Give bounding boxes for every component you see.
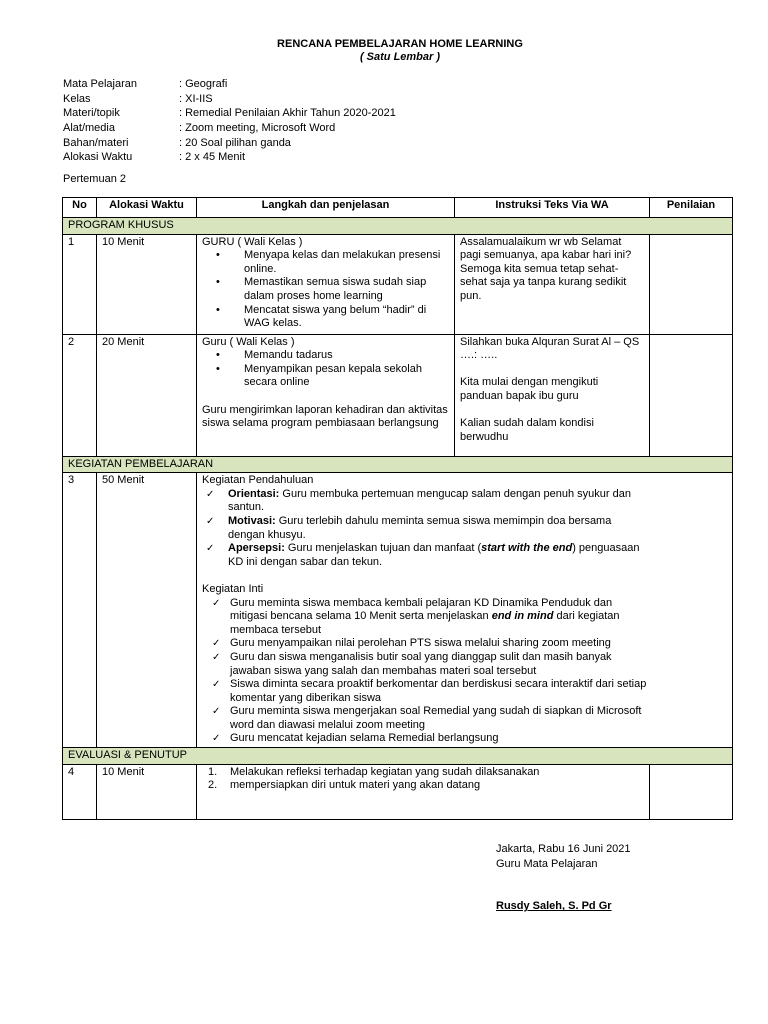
place-date: Jakarta, Rabu 16 Juni 2021 <box>496 843 631 855</box>
item-text: Guru meminta siswa membaca kembali pelajaran KD Dinamika Penduduk dan mitigasi bencana selama 10 Menit serta menjelaskan <box>230 596 613 623</box>
lesson-plan-table <box>62 197 733 820</box>
spacer <box>202 390 449 404</box>
list-item: ✓ Guru dan siswa menganalisis butir soal yang dianggap sulit dan masih banyak jawaban siswa yang salah dan membahas materi soal tersebut <box>230 651 650 678</box>
step-heading: GURU ( Wali Kelas ) <box>202 235 303 248</box>
row-time: 50 Menit <box>97 473 197 748</box>
item-label: Motivasi: <box>228 514 276 527</box>
spacer <box>460 363 644 377</box>
step-bullets <box>202 249 449 331</box>
item-text: Melakukan refleksi terhadap kegiatan yang sudah dilaksanakan <box>230 765 540 778</box>
list-item: • Menyapa kelas dan melakukan presensi online. <box>230 249 449 276</box>
row-assessment <box>650 234 733 334</box>
lesson-meta <box>63 78 396 166</box>
header-steps: Langkah dan penjelasan <box>197 198 455 218</box>
list-item: ✓ Guru menyampaikan nilai perolehan PTS siswa melalui sharing zoom meeting <box>230 637 650 651</box>
section-row <box>63 456 733 473</box>
meta-label: Alokasi Waktu <box>63 151 133 164</box>
row-time: 20 Menit <box>97 334 197 456</box>
meta-row <box>63 122 396 137</box>
item-text: ) penguasaan KD ini dengan sabar dan tekun. <box>228 542 640 568</box>
row-activities <box>197 473 733 748</box>
row-no: 1 <box>63 234 97 334</box>
list-item: • Memastikan semua siswa sudah siap dalam proses home learning <box>230 276 449 303</box>
row-assessment <box>650 764 733 819</box>
meta-value: : 20 Soal pilihan ganda <box>179 136 291 149</box>
wa-text: Silahkan buka Alquran Surat Al – QS ….: ….. <box>460 335 640 362</box>
row-no: 3 <box>63 473 97 748</box>
meta-label: Bahan/materi <box>63 136 129 149</box>
meta-row <box>63 93 396 108</box>
row-time: 10 Menit <box>97 234 197 334</box>
section-row <box>63 748 733 765</box>
spacer <box>202 569 722 583</box>
closing-list <box>202 766 644 793</box>
header-wa: Instruksi Teks Via WA <box>455 198 650 218</box>
list-item: • Menyampikan pesan kepala sekolah secara online <box>230 363 449 390</box>
meta-value: : 2 x 45 Menit <box>179 151 246 164</box>
step-bullets <box>202 349 449 390</box>
meta-label: Alat/media <box>63 122 115 135</box>
list-item <box>208 765 644 780</box>
inti-list <box>202 597 650 747</box>
list-item <box>220 488 640 515</box>
list-item: • Mencatat siswa yang belum “hadir” di WAG kelas. <box>230 304 449 331</box>
row-no: 4 <box>63 764 97 819</box>
meta-value: : Zoom meeting, Microsoft Word <box>179 122 336 135</box>
meta-row <box>63 151 396 166</box>
item-text: Guru membuka pertemuan mengucap salam dengan penuh syukur dan santun. <box>228 487 631 514</box>
wa-text: Kita mulai dengan mengikuti panduan bapak ibu guru <box>460 376 599 402</box>
step-heading: Guru ( Wali Kelas ) <box>202 335 295 348</box>
row-steps <box>197 334 455 456</box>
pendahuluan-list <box>202 488 640 570</box>
table-row <box>63 473 733 748</box>
meta-row <box>63 78 396 93</box>
item-text: dari kegiatan membaca tersebut <box>230 610 620 636</box>
section-program-khusus: PROGRAM KHUSUS <box>63 218 733 235</box>
meta-value: : Remedial Penilaian Akhir Tahun 2020-2021 <box>179 107 396 120</box>
header-assessment: Penilaian <box>650 198 733 218</box>
row-steps <box>197 764 650 819</box>
table-row <box>63 234 733 334</box>
row-assessment <box>650 334 733 456</box>
wa-text: Assalamualaikum wr wb Selamat pagi semuanya, apa kabar hari ini? <box>460 235 632 262</box>
meta-label: Mata Pelajaran <box>63 78 137 90</box>
item-text: Guru menjelaskan tujuan dan manfaat ( <box>284 542 482 555</box>
list-item <box>220 515 640 542</box>
header-no: No <box>63 198 97 218</box>
row-no: 2 <box>63 334 97 456</box>
item-number: 2. <box>208 779 218 792</box>
row-time: 10 Menit <box>97 764 197 819</box>
row-steps <box>197 234 455 334</box>
row-wa <box>455 334 650 456</box>
meta-row <box>63 137 396 152</box>
signature-block <box>496 843 631 915</box>
item-italic: end in mind <box>491 610 554 623</box>
item-label: Apersepsi: <box>228 542 285 555</box>
meta-value: : Geografi <box>179 78 228 90</box>
list-item: • Memandu tadarus <box>230 349 449 363</box>
item-italic: start with the end <box>481 542 573 555</box>
row-wa <box>455 234 650 334</box>
list-item <box>220 542 640 569</box>
document-title: RENCANA PEMBELAJARAN HOME LEARNING <box>277 38 523 50</box>
item-number: 1. <box>208 765 218 778</box>
table-row <box>63 334 733 456</box>
item-label: Orientasi: <box>228 487 280 500</box>
list-item: ✓ Siswa diminta secara proaktif berkomentar dan berdiskusi secara interaktif dari setiap komentar yang diberikan siswa <box>230 678 650 705</box>
section-kegiatan: KEGIATAN PEMBELAJARAN <box>63 456 733 473</box>
pendahuluan-title: Kegiatan Pendahuluan <box>202 474 314 487</box>
meta-row <box>63 107 396 122</box>
table-header-row <box>63 198 733 218</box>
list-item <box>208 779 644 793</box>
list-item: ✓ Guru meminta siswa mengerjakan soal Remedial yang sudah di siapkan di Microsoft word dan diawasi melalui zoom meeting <box>230 705 650 732</box>
wa-text: Kalian sudah dalam kondisi berwudhu <box>460 417 594 443</box>
document-subtitle: ( Satu Lembar ) <box>359 51 441 63</box>
spacer <box>460 404 644 418</box>
meta-label: Materi/topik <box>63 107 120 120</box>
table-row <box>63 764 733 819</box>
wa-text: Semoga kita semua tetap sehat-sehat saja ya tanpa kurang sedikit pun. <box>460 262 627 302</box>
signer-name: Rusdy Saleh, S. Pd Gr <box>496 900 612 913</box>
meta-label: Kelas <box>63 92 91 105</box>
signer-role: Guru Mata Pelajaran <box>496 857 598 870</box>
list-item: ✓ Guru mencatat kejadian selama Remedial berlangsung <box>230 732 650 746</box>
header-time: Alokasi Waktu <box>97 198 197 218</box>
list-item <box>230 597 650 638</box>
item-text: mempersiapkan diri untuk materi yang akan datang <box>230 779 481 792</box>
meta-value: : XI-IIS <box>179 92 213 105</box>
step-note: Guru mengirimkan laporan kehadiran dan aktivitas siswa selama program pembiasaan berlangsung <box>202 403 448 430</box>
item-text: Guru terlebih dahulu meminta semua siswa memimpin doa bersama dengan khusyu. <box>228 514 612 541</box>
meeting-label: Pertemuan 2 <box>63 173 126 185</box>
section-row <box>63 218 733 235</box>
section-evaluasi: EVALUASI & PENUTUP <box>63 748 733 765</box>
inti-title: Kegiatan Inti <box>202 582 264 595</box>
